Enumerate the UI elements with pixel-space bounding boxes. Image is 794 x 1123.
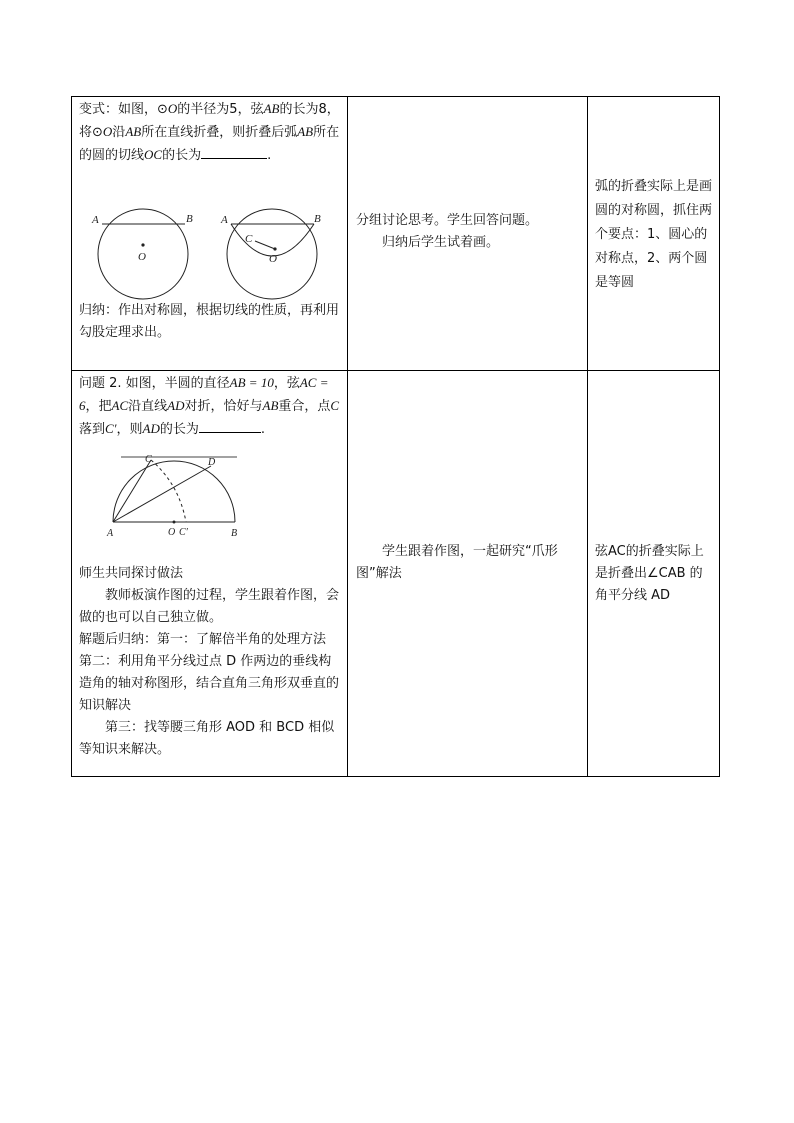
label-b: B [231, 528, 238, 539]
row2-col2-cell: 学生跟着作图，一起研究“爪形图”解法 [356, 544, 558, 581]
label-o: O [168, 527, 176, 538]
label-d: D [208, 457, 216, 468]
table-border-bottom [71, 776, 720, 777]
lesson-table [71, 96, 720, 777]
label-c-2: C [245, 233, 253, 245]
label-c: C [145, 454, 152, 465]
student-draw-text: 归纳后学生试着画。 [382, 235, 500, 250]
center-dot [141, 243, 144, 246]
table-border-left [71, 96, 72, 777]
variant-problem-text: 变式：如图，⊙O的半径为5，弦AB的长为8，将⊙O沿AB所在直线折叠，则折叠后弧AB所在的圆的切线OC的长为 . [79, 101, 340, 163]
folded-arc [231, 224, 314, 256]
row2-col1-cell [79, 372, 343, 441]
answer-blank-2 [199, 418, 261, 433]
row1-col1-cell [79, 98, 343, 167]
fold-arc-dashed [151, 460, 186, 522]
chord-ac [113, 460, 151, 522]
answer-blank [201, 144, 267, 159]
label-o-2: O [269, 253, 277, 265]
table-border-top [71, 96, 720, 97]
fold-circle-figure [91, 208, 331, 300]
group-discussion-text: 分组讨论思考。学生回答问题。 [356, 213, 539, 228]
label-o: O [138, 251, 146, 263]
label-b: B [186, 213, 193, 225]
col-divider-1 [347, 96, 348, 777]
col-divider-2 [587, 96, 588, 777]
label-c-prime: C′ [179, 527, 188, 538]
row1-col3-cell: 弧的折叠实际上是画圆的对称圆，抓住两个要点：1、圆心的对称点，2、两个圆是等圆 [595, 179, 713, 290]
center-dot-2 [273, 247, 276, 250]
row1-summary: 归纳：作出对称圆，根据切线的性质，再利用勾股定理求出。 [79, 303, 340, 340]
point-o [173, 521, 176, 524]
table-border-right [719, 96, 720, 777]
row2-col3-cell: 弦AC的折叠实际上是折叠出∠CAB 的角平分线 AD [595, 544, 704, 603]
row2-method-text: 师生共同探讨做法 教师板演作图的过程，学生跟着作图，会做的也可以自己独立做。 解题后归纳：第一：了解倍半角的处理方法 第二：利用角平分线过点 D 作两边的垂线构造角的轴对称图形，结合直角三角形双垂直的知识解决 第三：找等腰三角形 AOD 和 BCD 相似等知识来解决。 [79, 566, 340, 757]
tangent-oc [255, 241, 275, 249]
label-a-2: A [221, 214, 228, 226]
row1-col2-cell [356, 210, 580, 254]
problem-2-text: 问题 2. 如图，半圆的直径AB = 10，弦AC = 6，把AC沿直线AD对折，恰好与AB重合，点C落到C′，则AD的长为 . [79, 375, 340, 437]
label-a: A [92, 214, 99, 226]
label-b-2: B [314, 213, 321, 225]
semicircle-figure [101, 454, 281, 540]
chord-ad [113, 466, 211, 522]
row-divider [71, 370, 720, 371]
label-a: A [107, 528, 114, 539]
